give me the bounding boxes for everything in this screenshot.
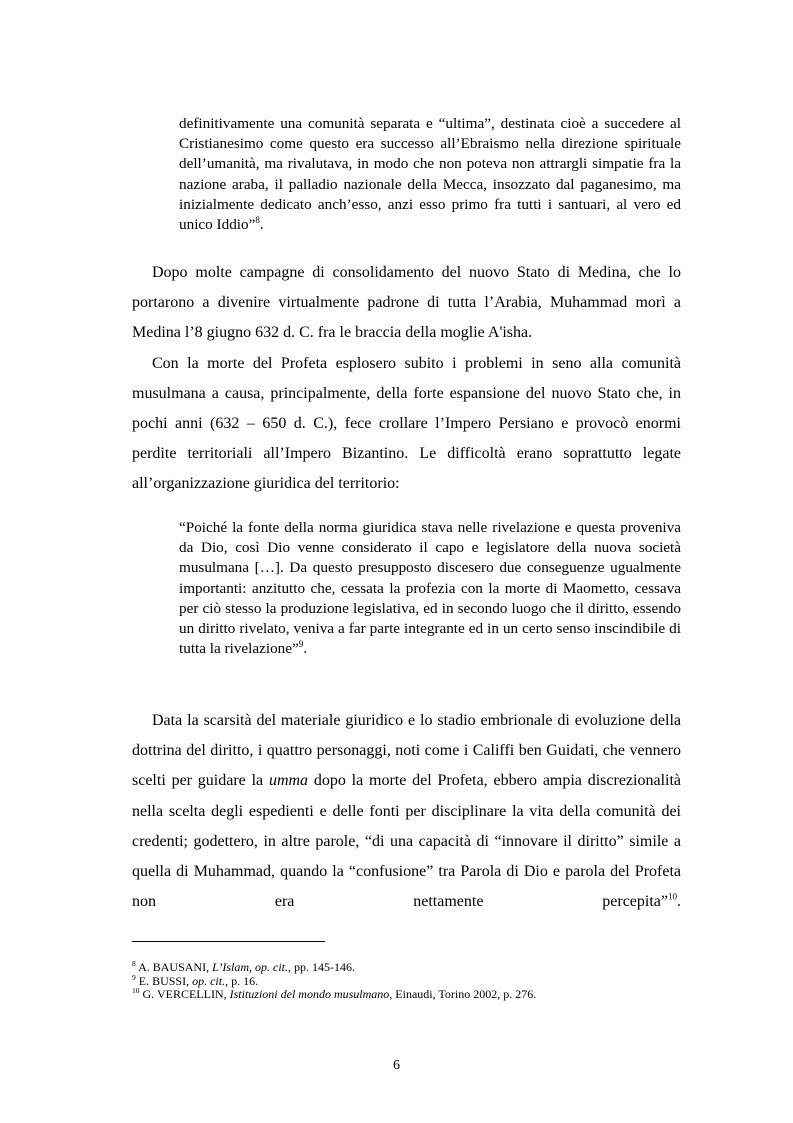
paragraph-expansion: Con la morte del Profeta esplosero subito i problemi in seno alla comunità musulmana a causa, principalmente, della forte espansione del nuovo Stato che, in pochi anni (632 – 650 d. C.), fece crollare l’Impero Persiano e provocò enormi perdite territoriali all’Impero Bizantino. Le difficoltà erano soprattutto legate all’organizzazione giuridica del territorio:: [132, 354, 681, 493]
footnote-number: 10: [132, 986, 140, 996]
quote-tail: .: [259, 216, 264, 234]
footnote-number: 8: [132, 959, 136, 968]
quote-paragraph: [179, 518, 681, 659]
footnote-ref-9[interactable]: 9: [298, 639, 304, 650]
footnote-cit: op. cit.: [255, 960, 288, 974]
paragraph-tail: .: [677, 893, 681, 911]
quote-tail: .: [303, 640, 308, 658]
footnote-ref-8[interactable]: 8: [255, 214, 260, 225]
block-quote-bussi: [179, 518, 681, 659]
quote-text: definitivamente una comunità separata e “ultima”, destinata cioè a succedere al Cristianesimo come questo era successo all’Ebraismo nella direzione spirituale dell’umanità, ma rivalutava, in modo che non poteva non attrargli simpatie fra la nazione araba, il palladio nazionale della Mecca, insozzato dal paganesimo, ma inizialmente dedicato anch’esso, anzi esso primo fra tutti i santuari, al vero ed unico Iddio”: [179, 115, 681, 234]
footnote-rest: , Einaudi, Torino 2002, p. 276.: [389, 987, 537, 1002]
page-number: 6: [393, 1058, 400, 1073]
footnote-10: [132, 988, 681, 1002]
footnote-number: 9: [132, 972, 136, 982]
footnote-author: A. BAUSANI,: [138, 960, 213, 974]
body-text-block-2: [132, 706, 681, 917]
block-quote-bausani: [179, 114, 681, 235]
footnote-author: G. VERCELLIN,: [142, 987, 230, 1002]
footnote-cit: op. cit.: [192, 973, 226, 988]
paragraph-text-2: dopo la morte del Profeta, ebbero ampia discrezionalità nella scelta degli espedienti e delle fonti per disciplinare la vita della comunità dei credenti; godettero, in altre parole, “di una capacità di “innovare il diritto” simile a quella di Muhammad, quando la “confusione” tra Parola di Dio e parola del Profeta non era nettamente percepita”: [132, 772, 682, 911]
quote-paragraph: [179, 114, 681, 235]
footnote-author: E. BUSSI,: [138, 973, 193, 988]
paragraph-caliphs: [132, 706, 681, 917]
italic-term-umma: umma: [268, 772, 309, 790]
footnote-separator: [132, 941, 325, 942]
footnotes: [132, 961, 681, 1002]
footnote-ref-10[interactable]: 10: [668, 891, 677, 902]
paragraph-text-1: Data la scarsità del materiale giuridico e lo stadio embrionale di evoluzione della dottrina del diritto, i quattro personaggi, noti come i Califfi ben Guidati, che vennero scelti per guidare la: [132, 712, 681, 790]
footnote-rest: , p. 16.: [225, 973, 259, 988]
footnote-title: L’Islam: [212, 960, 249, 974]
body-text-block-1: [132, 258, 681, 500]
footnote-title: Istituzioni del mondo musulmano: [229, 987, 390, 1002]
footnote-separator-text: ,: [249, 960, 255, 974]
quote-text: “Poiché la fonte della norma giuridica stava nelle rivelazione e questa proveniva da Dio, così Dio venne considerato il capo e legislatore della nuova società musulmana […]. Da questo presupposto discesero due conseguenze ugualmente importanti: anzitutto che, cessata la profezia con la morte di Maometto, cessava per ciò stesso la produzione legislativa, ed in secondo luogo che il diritto, essendo un diritto rivelato, veniva a far parte integrante ed in un certo senso inscindibile di tutta la rivelazione”: [179, 519, 681, 658]
footnote-8: [132, 961, 681, 975]
paragraph-muhammad-death: Dopo molte campagne di consolidamento del nuovo Stato di Medina, che lo portarono a divenire virtualmente padrone di tutta l’Arabia, Muhammad morì a Medina l’8 giugno 632 d. C. fra le braccia della moglie A'isha.: [132, 264, 681, 342]
footnote-rest: , pp. 145-146.: [288, 960, 355, 974]
